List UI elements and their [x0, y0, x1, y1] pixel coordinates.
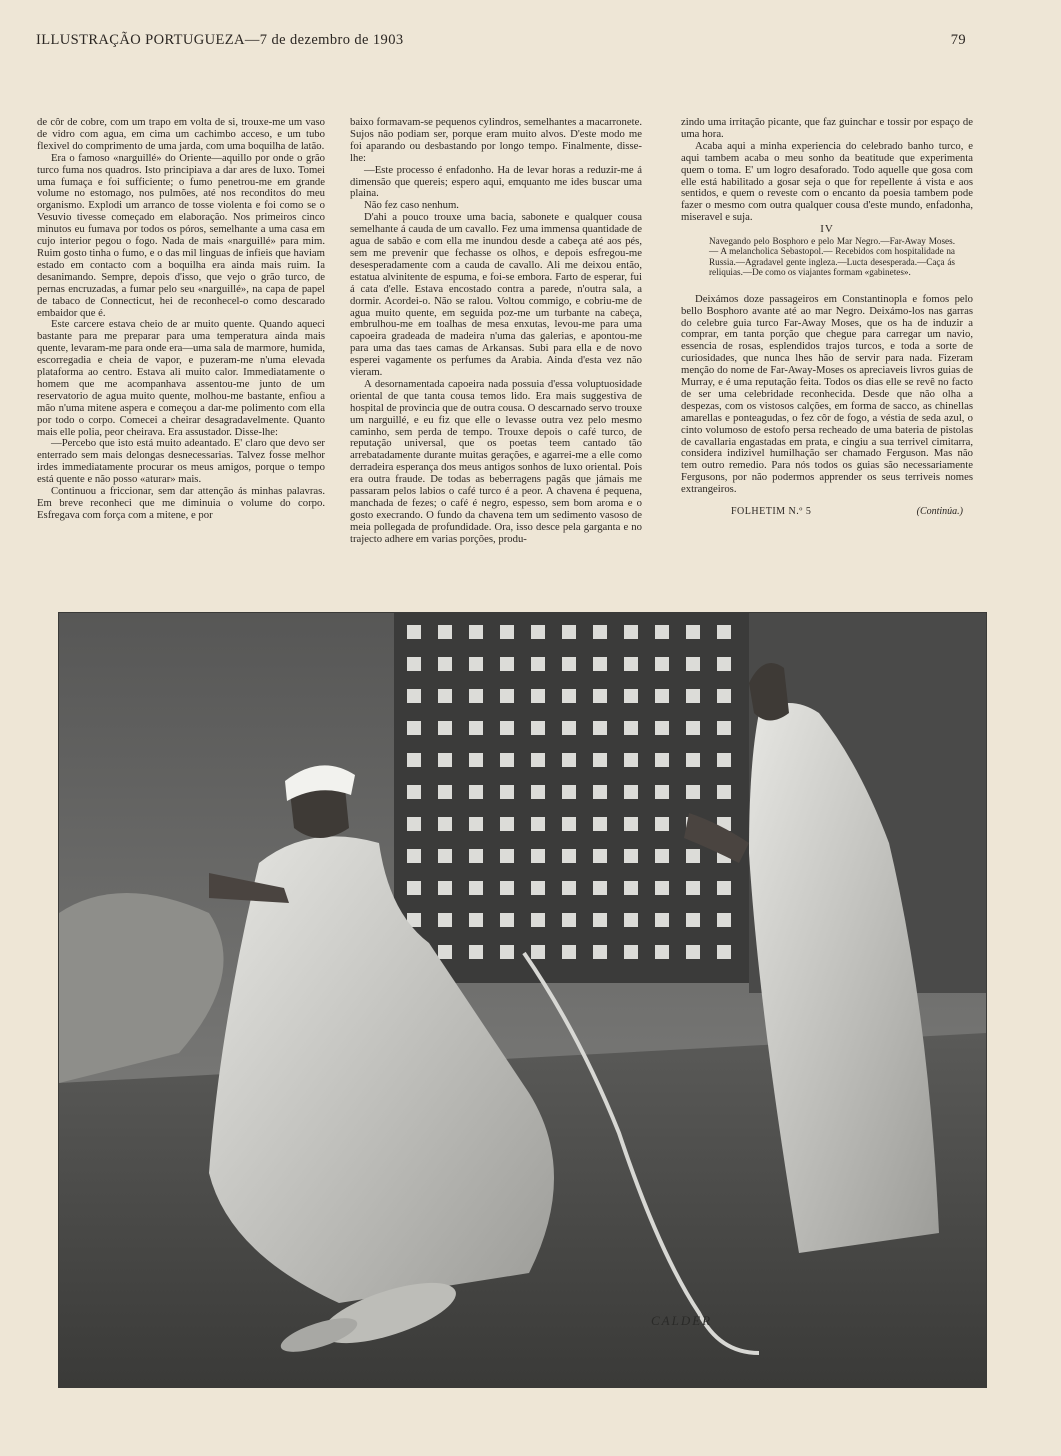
chapter-summary-text: Navegando pelo Bosphoro e pelo Mar Negro.—Far-Away Moses.— A melancholica Sebastopol.— Recebidos com hospitalidade na Russia.—Agradavel gente ingleza.—Lucta desesperada.—Caça ás reliquias.—De como os viajantes formam «gabinetes». [709, 236, 955, 278]
folhetim-number: FOLHETIM N.º 5 [731, 506, 812, 518]
paragraph: Este carcere estava cheio de ar muito quente. Quando aqueci bastante para me preparar para uma temperatura ainda mais quente, levaram-me para onde era—uma sala de marmore, humida, escorregadia e cheia de vapor, e puzeram-me n'uma elevada plataforma ao centro. Estava ali muito calor. Immediatamente o homem que me acompanhava assentou-me junto de um reservatorio de agua muito quente, molhou-me bastante, enfiou a mão n'uma mitene aspera e começou a dar-me polimento com ella por todo o corpo. Comecei a cheirar desagradavelmente. Quanto mais elle polia, peor cheirava. Era assustador. Disse-lhe: [37, 318, 325, 438]
publication-title: ILLUSTRAÇÃO PORTUGUEZA—7 de dezembro de 1903 [36, 32, 404, 48]
illustration-turkish-bath [58, 612, 987, 1388]
paragraph: A desornamentada capoeira nada possuia d'essa voluptuosidade oriental de que tanta cousa temos lido. Era mais suggestiva de hospital de provincia que de outra cousa. O descarnado servo trouxe um narguillé, e eu fiz que elle o levasse outra vez pelo mesmo caminho, sem perda de tempo. Trouxe depois o café turco, de reputação universal, que os poetas teem cantado tão arrebatadamente durante muitas gerações, e agarrei-me a elle como derradeira esperança dos meus antigos sonhos de luxo oriental. Pois era outra fraude. De todas as beberragens pagãs que jámais me passaram pelos labios o café turco é a peor. A chavena é pequena, manchada de fezes; o café é negro, espesso, sem bom aroma e o gosto execrando. O fundo da chavena tem um sedimento vasoso de meia pollegada de profundidade. Ora, isso desce pela garganta e no trajecto adhere em varias porções, produ- [350, 377, 642, 545]
paragraph: Acaba aqui a minha experiencia do celebrado banho turco, e aqui tambem acaba o meu sonho da beatitude que experimenta quem o toma. E' um logro desaforado. Todo aquelle que gosa com elle está habilitado a gosar seja o que for repellente á vista e aos sentidos, e quem o reveste com o encanto da poesia tambem pode fazer o mesmo com outra qualquer cousa d'este mundo, enfadonha, miseravel e suja. [681, 139, 973, 224]
page-header [36, 32, 966, 54]
paragraph: Deixámos doze passageiros em Constantinopla e fomos pelo bello Bosphoro avante até ao mar Negro. Deixámo-los nas garras do celebre guia turco Far-Away Moses, que os ha de induzir a comprar, em tanta porção que chegue para carregar um navio, essencia de rosas, esplendidos trajos turcos, e toda a sorte de curiosidades, que nunca lhes hão de servir para nada. Fizeram menção do nome de Far-Away-Moses os apreciaveis livros guias de Murray, e é uma reputação feita. Todos os dias elle se revê no facto de ser uma celebridade reconhecida. Desde que não olha a despezas, com os vistosos calções, em forma de sacco, as chinellas amarellas e ponteagudas, o fez côr de fogo, a véstia de seda azul, o cinto volumoso de estofo persa recheado de uma bateria de pistolas de cavallaria engastadas em prata, e cingiu a sua terrivel cimitarra, considera indizivel humilhação ser chamado Ferguson. Mas não tem outro remedio. Para nós todos os guias são necessariamente Fergusons, por não podermos apprender os seus terriveis nomes extrangeiros. [681, 292, 973, 496]
paragraph: —Este processo é enfadonho. Ha de levar horas a reduzir-me á dimensão que quereis; espero aqui, emquanto me ides buscar uma plaina. [350, 163, 642, 200]
text-column-2 [350, 117, 642, 546]
lattice-window [394, 613, 754, 983]
text-column-1 [37, 117, 325, 522]
illustration-artwork [59, 613, 986, 1387]
text-column-3 [681, 117, 973, 520]
paragraph: Não fez caso nenhum. [364, 199, 459, 212]
continua-note: (Continúa.) [916, 506, 963, 518]
paragraph: zindo uma irritação picante, que faz guinchar e tossir por espaço de uma hora. [681, 116, 973, 140]
paragraph: baixo formavam-se pequenos cylindros, semelhantes a macarronete. Sujos não podiam ser, porque eram muito alvos. D'este modo me foi aparando ou desbastando por longo tempo. Finalmente, disse-lhe: [350, 116, 642, 164]
artist-signature: CALDER [651, 1313, 713, 1328]
paragraph: Continuou a friccionar, sem dar attenção ás minhas palavras. Em breve reconheci que me diminuia o volume do corpo. Esfregava com força com a mitene, e por [37, 485, 325, 521]
page-number: 79 [950, 32, 966, 48]
paragraph: D'ahi a pouco trouxe uma bacia, sabonete e qualquer cousa semelhante á cauda de um cavallo. Fez uma immensa quantidade de agua de sabão e com ella me inundou desde a cabeça até aos pés, sem me prevenir que fechasse os olhos, e depois esfregou-me desesperadamente com a cauda de cavallo. Ali me deixou então, estatua alvinitente de espuma, e foi-se embora. Farto de esperar, fui á cata d'elle. Estava encostado contra a parede, n'outra sala, a dormir. Acordei-o. Não se ralou. Voltou commigo, e cobriu-me de agua muito quente, em seguida poz-me um turbante na cabeça, embrulhou-me em toalhas de mesa enxutas, levou-me para uma capoeira gradeada de madeira n'uma das galerias, e apontou-me para uma das taes camas de Arkansas. Subi para ella e de novo esperei vagamente os perfumes da Arabia. Ainda d'esta vez não vieram. [350, 211, 642, 379]
serial-footer [681, 506, 973, 520]
chapter-summary [709, 236, 955, 278]
paragraph: —Percebo que isto está muito adeantado. E' claro que devo ser enterrado sem mais delongas desnecessarias. Talvez fosse melhor irdes immediatamente procurar os meus amigos, porque o tempo está quente e não posso «aturar» mais. [37, 437, 325, 486]
paragraph: Era o famoso «narguillé» do Oriente—aquillo por onde o grão turco fuma nos quadros. Isto principiava a dar ares de luxo. Tomei uma fumaça e foi sufficiente; o fumo penetrou-me em grande volume no estomago, nos pulmões, até nos reconditos do meu organismo. Explodi um arranco de tosse violenta e foi como se o Vesuvio tivesse começado em elaboração. Nos primeiros cinco minutos eu fumava por todos os póros, semelhante a uma casa em cujo interior pegou o fogo. Nada de mais «narguillé» para mim. Ruim gosto tinha o fumo, e o das mil linguas de infieis que haviam estado em contacto com a boquilha era ainda mais ruim. Ia desanimando. Sempre, depois d'isso, que vejo o grão turco, de pernas encruzadas, a fumar pelo seu «narguillé», na capa de papel de tabaco de Connecticut, hei de reconhecel-o como descarado embaidor que é. [37, 151, 325, 319]
chapter-numeral: IV [820, 223, 834, 236]
paragraph: de côr de cobre, com um trapo em volta de si, trouxe-me um vaso de vidro com agua, em cima um cachimbo acceso, e um tubo flexivel do comprimento de uma jarda, com uma boquilha de latão. [37, 116, 325, 152]
